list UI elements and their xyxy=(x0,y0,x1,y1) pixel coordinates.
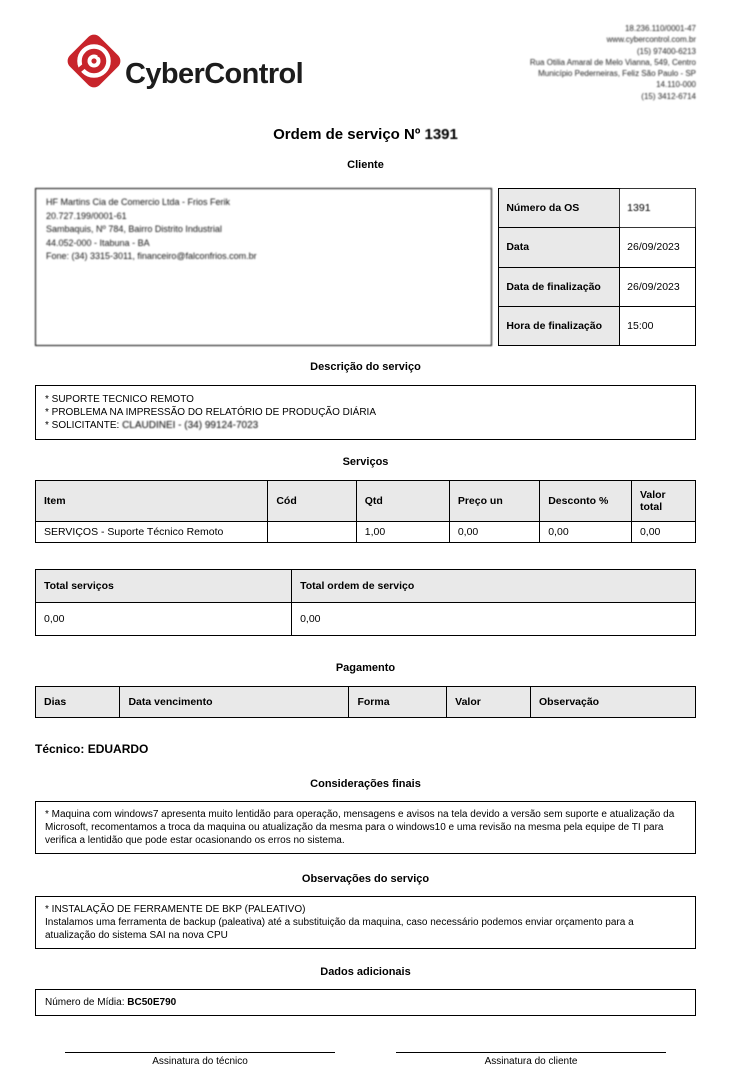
col-desconto: Desconto % xyxy=(540,481,632,522)
os-number-label: Número da OS xyxy=(499,189,620,228)
table-row xyxy=(499,267,696,306)
total-ordem-value: 0,00 xyxy=(292,603,696,636)
company-phone: (15) 97400-6213 xyxy=(636,46,696,56)
service-qtd: 1,00 xyxy=(356,522,449,543)
final-considerations-box: * Maquina com windows7 apresenta muito lentidão para operação, mensagens e avisos na tela devido a versão sem suporte e atualização da Microsoft, recomentamos a troca da maquina ou atualização da mesma para o windows10 e uma revisão na mesma pela equipe de TI para verifica a lentidão que pode estar ocasionando os erros no sistema. xyxy=(35,801,696,854)
order-info-table xyxy=(498,188,696,346)
table-row xyxy=(499,306,696,345)
client-info-box xyxy=(35,188,492,346)
col-valor-total: Valor total xyxy=(631,481,695,522)
service-preco-un: 0,00 xyxy=(449,522,539,543)
technician-line xyxy=(35,742,696,756)
section-title-pagamento: Pagamento xyxy=(335,662,396,675)
services-table xyxy=(35,480,696,543)
service-valor-total: 0,00 xyxy=(631,522,695,543)
table-header-row xyxy=(36,687,696,718)
technician-signature xyxy=(65,1052,335,1067)
os-date-label: Data xyxy=(499,228,620,267)
section-title-servicos: Serviços xyxy=(342,456,389,469)
col-item: Item xyxy=(36,481,268,522)
observation-line: * INSTALAÇÃO DE FERRAMENTE DE BKP (PALEATIVO) xyxy=(45,904,306,916)
service-cod xyxy=(268,522,356,543)
payment-table xyxy=(35,686,696,718)
table-row xyxy=(36,603,696,636)
col-cod: Cód xyxy=(268,481,356,522)
service-item: SERVIÇOS - Suporte Técnico Remoto xyxy=(36,522,268,543)
technician-name: EDUARDO xyxy=(87,742,149,757)
client-signature-label: Assinatura do cliente xyxy=(484,1056,578,1067)
client-signature xyxy=(396,1052,666,1067)
os-finish-date-label: Data de finalização xyxy=(499,267,620,306)
solicitante-redacted: CLAUDINEI - (34) 99124-7023 xyxy=(122,420,259,432)
document-title xyxy=(35,126,696,143)
client-section xyxy=(35,188,696,346)
section-title-consideracoes: Considerações finais xyxy=(310,778,421,791)
section-title-observacoes: Observações do serviço xyxy=(301,873,430,886)
os-finish-time-value: 15:00 xyxy=(620,306,696,345)
col-forma: Forma xyxy=(349,687,447,718)
service-description-box xyxy=(35,385,696,440)
os-date-value: 26/09/2023 xyxy=(620,228,696,267)
service-desconto: 0,00 xyxy=(540,522,632,543)
company-cnpj: 18.236.110/0001-47 xyxy=(624,24,696,33)
solicitante-prefix: * SOLICITANTE: xyxy=(45,420,123,432)
company-logo xyxy=(57,22,303,100)
os-finish-date-value: 26/09/2023 xyxy=(620,267,696,306)
col-data-vencimento: Data vencimento xyxy=(120,687,349,718)
table-row xyxy=(499,228,696,267)
description-line: * PROBLEMA NA IMPRESSÃO DO RELATÓRIO DE PRODUÇÃO DIÁRIA xyxy=(45,407,376,419)
media-number-label: Número de Mídia: xyxy=(45,997,128,1009)
os-finish-time-label: Hora de finalização xyxy=(499,306,620,345)
media-number-value: BC50E790 xyxy=(127,997,177,1009)
document-header xyxy=(35,16,696,102)
totals-table xyxy=(35,569,696,636)
description-line xyxy=(45,419,686,432)
service-observations-box xyxy=(35,896,696,949)
signature-section xyxy=(35,1052,696,1067)
client-name: HF Martins Cia de Comercio Ltda - Frios Ferik xyxy=(46,197,231,208)
additional-data-box xyxy=(35,989,696,1016)
document-title-text: Ordem de serviço Nº xyxy=(273,126,425,144)
company-contact-block xyxy=(530,23,696,102)
os-number-value: 1391 xyxy=(620,189,696,228)
technician-signature-label: Assinatura do técnico xyxy=(152,1056,248,1067)
client-cnpj: 20.727.199/0001-61 xyxy=(46,210,127,221)
brand-name: CyberControl xyxy=(125,58,304,90)
cybercontrol-logo-icon xyxy=(57,22,131,100)
col-dias: Dias xyxy=(36,687,120,718)
table-row xyxy=(36,522,696,543)
table-header-row xyxy=(36,481,696,522)
signature-line xyxy=(65,1052,335,1053)
order-number: 1391 xyxy=(424,126,458,144)
col-valor: Valor xyxy=(447,687,531,718)
description-line: * SUPORTE TECNICO REMOTO xyxy=(45,394,194,406)
company-address-line1: Rua Otilia Amaral de Melo Vianna, 549, Centro xyxy=(529,57,696,67)
col-qtd: Qtd xyxy=(356,481,449,522)
company-phone2: (15) 3412-6714 xyxy=(641,91,696,101)
total-servicos-value: 0,00 xyxy=(36,603,292,636)
company-cep: 14.110-000 xyxy=(656,80,696,90)
company-address-line2: Município Pederneiras, Feliz São Paulo - SP xyxy=(538,69,696,79)
client-phone-email: Fone: (34) 3315-3011, financeiro@falconfrios.com.br xyxy=(46,251,257,262)
client-address: Sambaquis, Nº 784, Bairro Distrito Industrial xyxy=(46,224,222,235)
col-preco-un: Preço un xyxy=(449,481,539,522)
company-website: www.cybercontrol.com.br xyxy=(606,35,696,45)
total-servicos-label: Total serviços xyxy=(36,570,292,603)
col-observacao: Observação xyxy=(530,687,695,718)
technician-label: Técnico: xyxy=(35,742,88,757)
observation-line: Instalamos uma ferramenta de backup (paleativa) até a substituição da maquina, caso necessário podemos enviar orçamento para a atualização do sistema SAI na nova CPU xyxy=(45,917,634,942)
section-title-descricao: Descrição do serviço xyxy=(310,361,421,374)
table-row xyxy=(499,189,696,228)
total-ordem-label: Total ordem de serviço xyxy=(292,570,696,603)
section-title-cliente: Cliente xyxy=(347,159,384,172)
signature-line xyxy=(396,1052,666,1053)
table-header-row xyxy=(36,570,696,603)
section-title-dados: Dados adicionais xyxy=(320,966,411,979)
client-city: 44.052-000 - Itabuna - BA xyxy=(46,237,150,248)
